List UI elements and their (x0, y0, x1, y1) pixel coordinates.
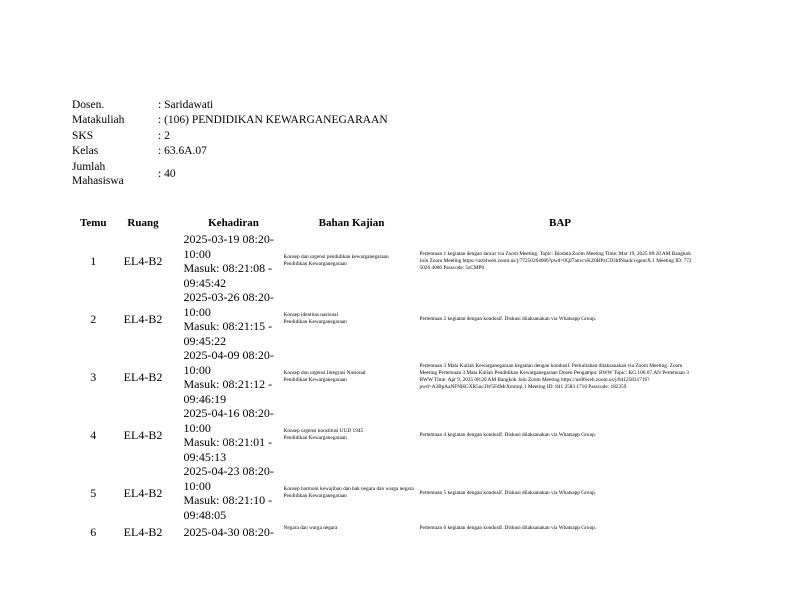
info-row-matakuliah (72, 113, 388, 129)
attendance-checkin: Masuk: 08:21:10 - 09:48:05 (183, 493, 273, 522)
material-course: Pendidikan Kewarganegaraan (283, 319, 347, 325)
cell-ruang: EL4-B2 (123, 485, 163, 500)
material-topic: Konsep urgensi konstitusi UUD 1945 (283, 428, 364, 434)
cell-ruang: EL4-B2 (123, 253, 163, 268)
cell-kehadiran (180, 522, 284, 545)
header-bap: BAP (549, 216, 571, 229)
attendance-checkin: Masuk: 08:21:08 - 09:45:42 (183, 261, 273, 290)
cell-bap: Pertemuan 3 Mata Kuliah Kewarganegaraan kegiatan dengan kondusif. Perkuliahan dilaksanakan via Zoom Meeting. Zoom Meeting Pertemuan 3 Mata Kuliah Pendidikan Kewarganegaraan Dosen Pengampu: BWW Topic: KG.106.07.AN Pertemuan 3 BWW Time: Apr 9, 2025 08:20 AM Bangkok Join Zoom Meeting https://us06web.zoom.us/j/84125831716?pwd=A3BpAaNFNHGXR5uc3W5FdMrXmnrql.1 Meeting ID: 841 2583 1716 Passcode: 182359 (419, 363, 689, 390)
cell-bap: Pertemuan 4 kegiatan dengan kondusif. Diskusi dilaksanakan via Whatsapp Group. (419, 431, 597, 438)
cell-bap: Pertemuan 6 kegiatan dengan kondusif. Diskusi dilaksanakan via Whatsapp Group. (419, 525, 597, 531)
header-ruang: Ruang (127, 217, 159, 229)
cell-temu: 2 (90, 311, 97, 326)
cell-bahan-kajian (284, 232, 420, 290)
cell-bahan-kajian (284, 290, 420, 348)
cell-temu: 5 (90, 485, 97, 500)
cell-kehadiran (180, 348, 284, 406)
attendance-schedule: 2025-04-09 08:20-10:00 (183, 348, 274, 377)
info-value: : (106) PENDIDIKAN KEWARGANEGARAAN (158, 114, 388, 127)
material-topic: Negara dan warga negara (283, 525, 338, 531)
cell-bahan-kajian (284, 464, 420, 522)
table-row (80, 406, 701, 464)
cell-ruang: EL4-B2 (123, 427, 163, 442)
material-topic: Konsep identitas nasional (283, 312, 338, 318)
cell-kehadiran (180, 290, 284, 348)
attendance-checkin: Masuk: 08:21:12 - 09:46:19 (183, 377, 273, 406)
cell-bahan-kajian (284, 348, 420, 406)
cell-bahan-kajian (284, 406, 420, 464)
table-row (80, 522, 701, 545)
cell-kehadiran (180, 406, 284, 464)
table-row (80, 348, 701, 406)
info-label: Kelas (72, 145, 99, 158)
material-course: Pendidikan Kewarganegaraan (283, 435, 347, 441)
info-value: : Saridawati (158, 98, 214, 111)
cell-temu: 3 (90, 369, 97, 384)
attendance-schedule: 2025-04-16 08:20-10:00 (183, 406, 274, 435)
cell-temu: 6 (90, 525, 97, 539)
attendance-checkin: Masuk: 08:21:15 - 09:45:22 (183, 319, 273, 348)
table-row (80, 232, 701, 290)
info-label: Dosen. (72, 98, 105, 111)
info-label: SKS (72, 129, 94, 142)
table-row (80, 464, 701, 522)
info-label: Jumlah Mahasiswa (72, 161, 124, 187)
header-kehadiran: Kehadiran (208, 216, 259, 229)
info-row-kelas (72, 144, 388, 160)
header-bahan-kajian: Bahan Kajian (318, 216, 385, 229)
cell-bap: Pertemuan 1 kegiatan dengan lancar via Zoom Meeting. Topic: Biodata Zoom Meeting Time: Mar 19, 2025 08:20 AM Bangkok Join Zoom Meeting https://us04web.zoom.us/j/77250264006?pwd=0QJ7anvcvKZ0BPzCD3hfNsa4cvqpmrX.1 Meeting ID: 772 5026 4006 Passcode: 5sCMP0 (419, 250, 692, 271)
info-value: : 40 (158, 168, 176, 180)
info-label: Matakuliah (72, 114, 125, 127)
info-row-sks (72, 128, 388, 144)
cell-bap: Pertemuan 2 kegiatan dengan kondusif. Diskusi dilaksanakan via Whatsapp Group. (419, 315, 597, 322)
cell-bahan-kajian (284, 522, 420, 545)
cell-bap: Pertemuan 5 kegiatan dengan kondusif. Diskusi dilaksanakan via Whatsapp Group. (419, 489, 597, 496)
info-row-jumlah-mahasiswa (72, 159, 388, 189)
table-header-row (80, 214, 701, 232)
cell-ruang: EL4-B2 (123, 525, 163, 539)
attendance-schedule: 2025-04-23 08:20-10:00 (183, 464, 274, 493)
course-info-table (72, 97, 388, 189)
material-course: Pendidikan Kewarganegaraan (283, 493, 347, 499)
cell-kehadiran (180, 232, 284, 290)
cell-ruang: EL4-B2 (123, 369, 163, 384)
cell-ruang: EL4-B2 (123, 311, 163, 326)
material-course: Pendidikan Kewarganegaraan (283, 377, 347, 383)
cell-kehadiran (180, 464, 284, 522)
info-value: : 63.6A.07 (158, 145, 207, 158)
material-topic: Konsep harmoni kewajiban dan hak negara dan warga negara (283, 486, 414, 492)
attendance-schedule: 2025-03-19 08:20-10:00 (183, 232, 274, 261)
attendance-schedule: 2025-03-26 08:20-10:00 (183, 290, 274, 319)
table-row (80, 290, 701, 348)
material-topic: Konsep dan urgensi Integrasi Nasional (283, 370, 366, 376)
attendance-schedule: 2025-04-30 08:20- (183, 525, 274, 539)
material-topic: Konsep dan urgensi pendidikan kewarganegaraan (283, 254, 389, 260)
header-temu: Temu (80, 217, 107, 229)
meeting-schedule-table (80, 214, 701, 545)
info-value: : 2 (158, 129, 170, 142)
material-course: Pendidikan Kewarganegaraan (283, 261, 347, 267)
cell-temu: 4 (90, 427, 97, 442)
attendance-checkin: Masuk: 08:21:01 - 09:45:13 (183, 435, 273, 464)
info-row-dosen (72, 97, 388, 113)
cell-temu: 1 (90, 253, 97, 268)
